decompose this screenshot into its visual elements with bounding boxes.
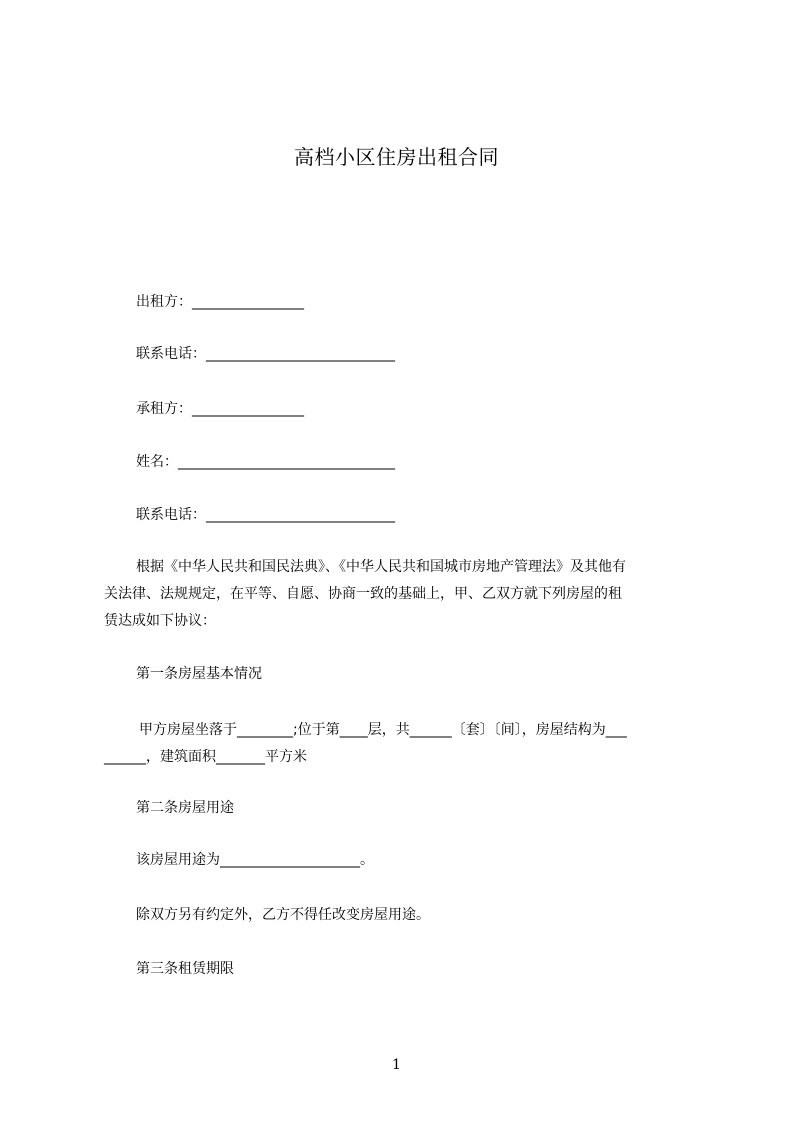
name-blank: _______________________________ [178, 454, 395, 470]
lessee-label: 承租方： [136, 401, 192, 417]
lessor-phone-blank: ___________________________ [206, 346, 395, 362]
contract-title: 高档小区住房出租合同 [294, 145, 499, 169]
lessee-blank: ________________ [192, 401, 304, 417]
lessor-blank: ________________ [192, 294, 304, 310]
usage-end: 。 [360, 852, 374, 868]
usage-line [136, 850, 374, 870]
name-field [136, 452, 395, 472]
lessee-field [136, 399, 304, 419]
article-2-heading: 第二条房屋用途 [136, 800, 234, 816]
intro-paragraph [104, 554, 700, 635]
article-1-line-1: 甲方房屋坐落于________;位于第____层，共______〔套〕〔间〕，房屋结构为___ [139, 722, 627, 738]
article-1-line-2: ______，建筑面积_______平方米 [104, 749, 307, 765]
lessee-phone-label: 联系电话： [136, 507, 206, 523]
lessor-phone-label: 联系电话： [136, 346, 206, 362]
lessee-phone-field [136, 505, 395, 525]
usage-label: 该房屋用途为 [136, 852, 220, 868]
article-1-heading: 第一条房屋基本情况 [136, 666, 262, 682]
intro-line-2: 关法律、法规规定，在平等、自愿、协商一致的基础上，甲、乙双方就下列房屋的租 [104, 586, 622, 602]
lessor-phone-field [136, 344, 395, 364]
usage-blank: ____________________ [220, 852, 360, 868]
name-label: 姓名： [136, 454, 178, 470]
article-3-heading: 第三条租赁期限 [136, 961, 234, 977]
article-1-body [104, 717, 700, 771]
intro-line-1: 根据《中华人民共和国民法典》、《中华人民共和国城市房地产管理法》及其他有 [136, 559, 626, 575]
usage-restriction: 除双方另有约定外，乙方不得任改变房屋用途。 [136, 907, 430, 923]
lessor-field [136, 292, 304, 312]
lessee-phone-blank: ___________________________ [206, 507, 395, 523]
intro-line-3: 赁达成如下协议： [104, 613, 216, 629]
page-number: 1 [392, 1057, 401, 1073]
lessor-label: 出租方： [136, 294, 192, 310]
